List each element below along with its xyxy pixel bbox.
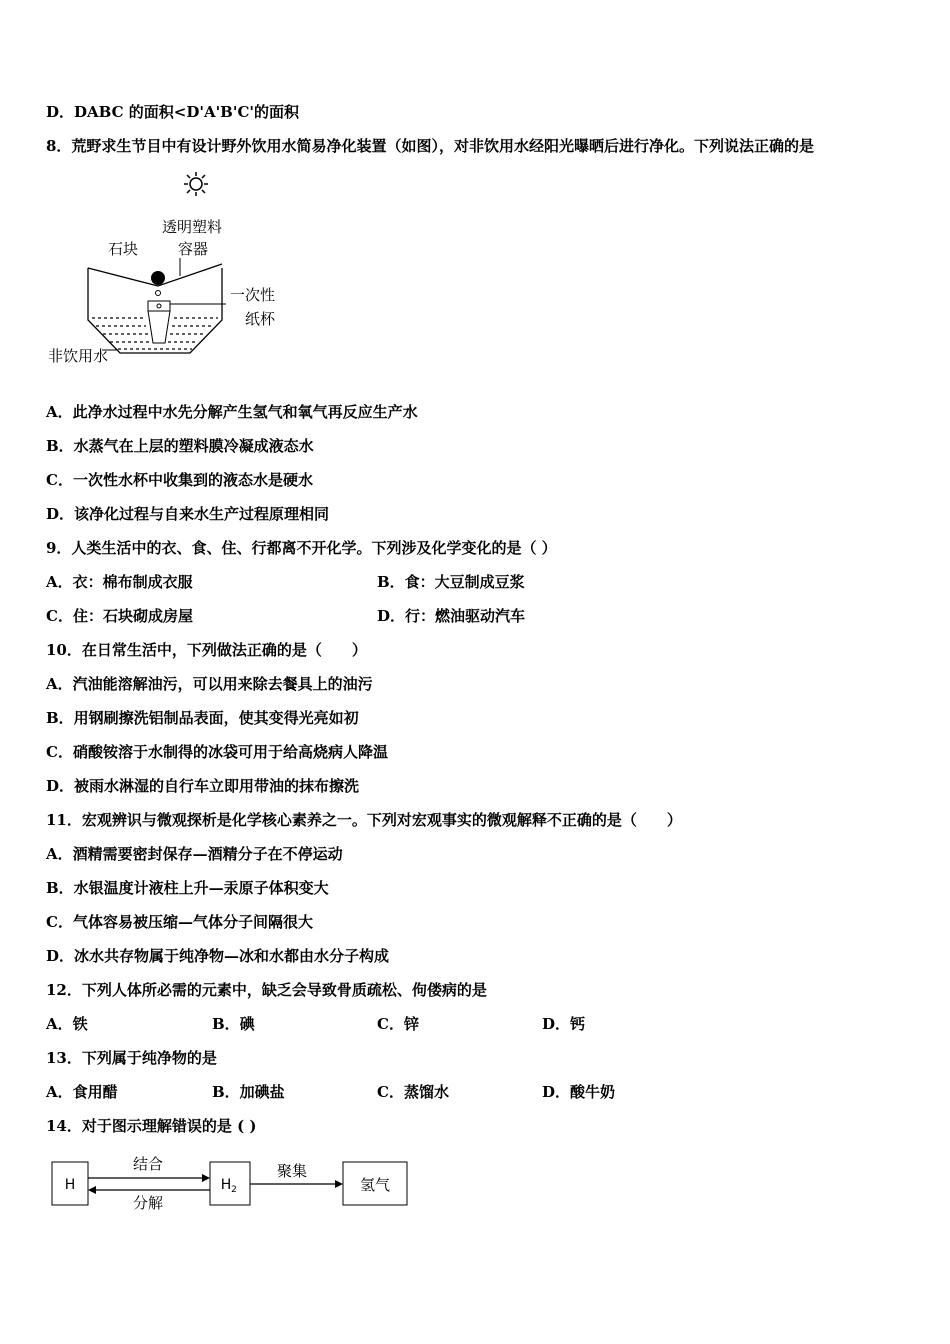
q8-option-d: D．该净化过程与自来水生产过程原理相同 xyxy=(46,505,330,523)
label-cup-2: 纸杯 xyxy=(245,310,276,328)
q14-figure xyxy=(46,1150,416,1220)
q10-option-d: D．被雨水淋湿的自行车立即用带油的抹布擦洗 xyxy=(46,777,360,795)
q13-option-a: A．食用醋 xyxy=(46,1083,118,1101)
q8-figure xyxy=(40,168,300,373)
q13-option-d: D．酸牛奶 xyxy=(542,1083,616,1101)
q10-option-a: A．汽油能溶解油污，可以用来除去餐具上的油污 xyxy=(46,675,373,693)
q13-option-b: B．加碘盐 xyxy=(212,1083,285,1101)
q10-option-b: B．用钢刷擦洗铝制品表面，使其变得光亮如初 xyxy=(46,709,359,727)
box-h: H xyxy=(64,1177,76,1193)
q12-option-c: C．锌 xyxy=(377,1015,419,1033)
q12-stem: 12．下列人体所必需的元素中，缺乏会导致骨质疏松、佝偻病的是 xyxy=(46,981,487,999)
q13-option-c: C．蒸馏水 xyxy=(377,1083,449,1101)
arrow-label-decompose: 分解 xyxy=(132,1194,164,1212)
q9-option-c: C．住：石块砌成房屋 xyxy=(46,607,193,625)
q8-option-b: B．水蒸气在上层的塑料膜冷凝成液态水 xyxy=(46,437,314,455)
q11-option-a: A．酒精需要密封保存—酒精分子在不停运动 xyxy=(46,845,343,863)
label-container-1: 透明塑料 xyxy=(162,218,223,236)
box-h2-subscript: 2 xyxy=(231,1185,237,1195)
q12-option-d: D．钙 xyxy=(542,1015,586,1033)
q7-option-d: D．DABC 的面积<D'A'B'C'的面积 xyxy=(46,103,299,121)
label-water: 非饮用水 xyxy=(48,347,109,365)
q14-stem: 14．对于图示理解错误的是 ( ) xyxy=(46,1117,257,1135)
q12-option-b: B．碘 xyxy=(212,1015,255,1033)
q9-option-a: A．衣：棉布制成衣服 xyxy=(46,573,193,591)
arrow-label-combine: 结合 xyxy=(132,1155,164,1173)
label-stone: 石块 xyxy=(108,240,139,258)
box-h2: H xyxy=(220,1177,232,1193)
label-container-2: 容器 xyxy=(178,240,209,258)
q9-option-d: D．行：燃油驱动汽车 xyxy=(377,607,526,625)
sun-icon xyxy=(184,172,208,196)
q11-option-b: B．水银温度计液柱上升—汞原子体积变大 xyxy=(46,879,329,897)
q11-option-c: C．气体容易被压缩—气体分子间隔很大 xyxy=(46,913,313,931)
q12-option-a: A．铁 xyxy=(46,1015,88,1033)
q13-stem: 13．下列属于纯净物的是 xyxy=(46,1049,217,1067)
q9-stem: 9．人类生活中的衣、食、住、行都离不开化学。下列涉及化学变化的是（ ） xyxy=(46,539,557,557)
label-cup-1: 一次性 xyxy=(230,286,276,304)
q10-option-c: C．硝酸铵溶于水制得的冰袋可用于给高烧病人降温 xyxy=(46,743,388,761)
box-hydrogen-gas: 氢气 xyxy=(359,1176,391,1194)
q11-stem: 11．宏观辨识与微观探析是化学核心素养之一。下列对宏观事实的微观解释不正确的是（ ） xyxy=(46,811,682,829)
q11-option-d: D．冰水共存物属于纯净物—冰和水都由水分子构成 xyxy=(46,947,390,965)
q9-option-b: B．食：大豆制成豆浆 xyxy=(377,573,525,591)
q8-option-a: A．此净水过程中水先分解产生氢气和氧气再反应生产水 xyxy=(46,403,418,421)
q10-stem: 10．在日常生活中，下列做法正确的是（ ） xyxy=(46,641,367,659)
arrow-label-gather: 聚集 xyxy=(276,1162,308,1180)
q8-option-c: C．一次性水杯中收集到的液态水是硬水 xyxy=(46,471,313,489)
q8-stem: 8．荒野求生节目中有设计野外饮用水简易净化装置（如图），对非饮用水经阳光曝晒后进行净化。下列说法正确的是 xyxy=(46,137,814,155)
